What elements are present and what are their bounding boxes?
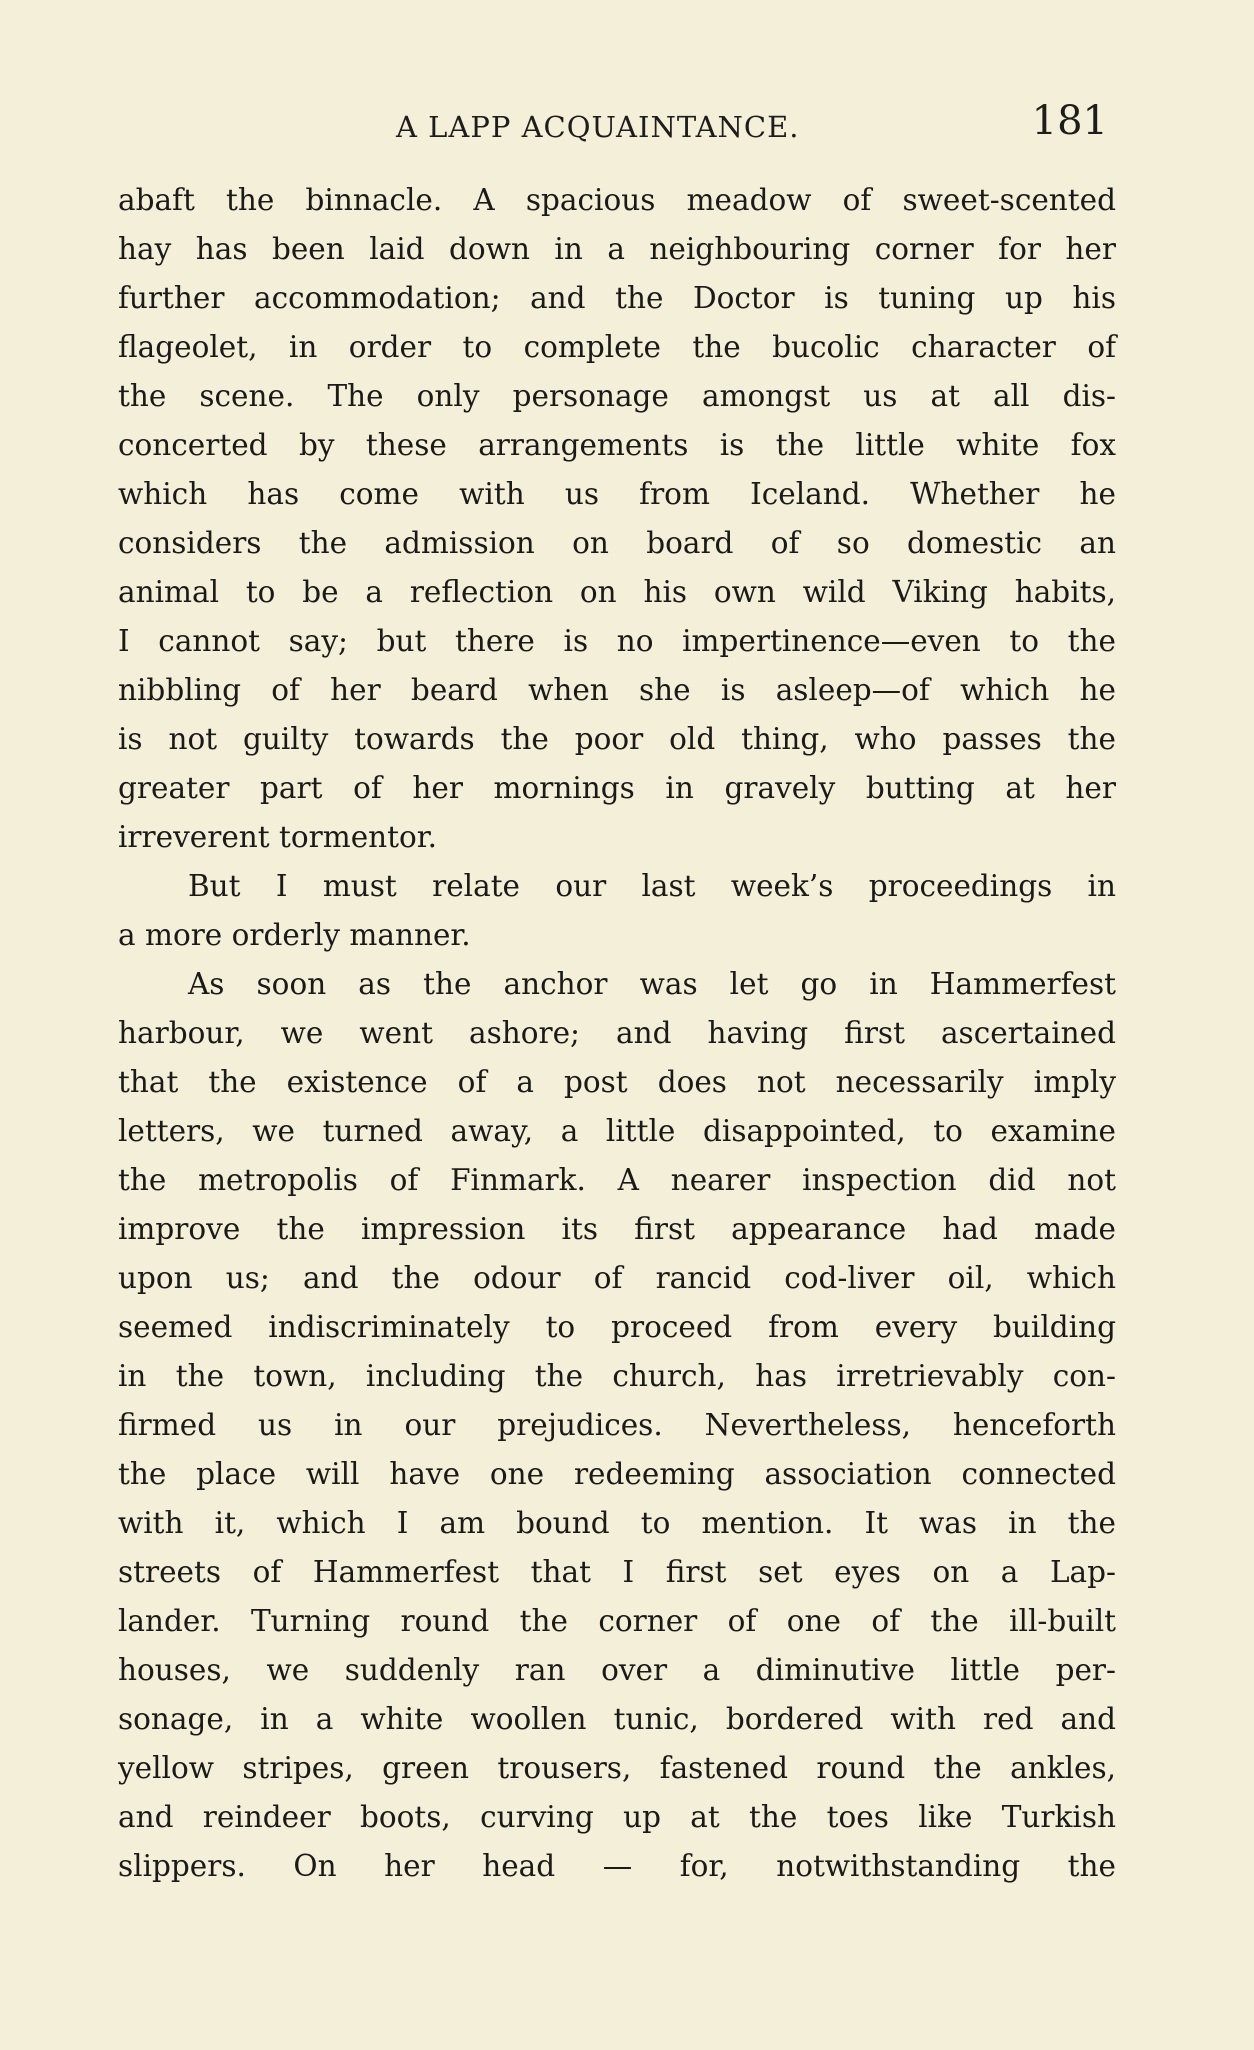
text-line: seemed indiscriminately to proceed from every building [118, 1310, 1116, 1344]
text-line: is not guilty towards the poor old thing, who passes the [118, 722, 1116, 756]
text-line: that the existence of a post does not necessarily imply [118, 1065, 1116, 1099]
text-line: improve the impression its first appearance had made [118, 1212, 1116, 1246]
running-title: A LAPP ACQUAINTANCE. [396, 110, 800, 144]
text-line: a more orderly manner. [118, 918, 471, 952]
text-line: and reindeer boots, curving up at the toes like Turkish [118, 1800, 1116, 1834]
text-line: slippers. On her head — for, notwithstanding the [118, 1849, 1116, 1883]
text-line: harbour, we went ashore; and having first ascertained [118, 1016, 1116, 1050]
text-line: the place will have one redeeming association connected [118, 1457, 1116, 1491]
text-line: streets of Hammerfest that I first set eyes on a Lap- [118, 1555, 1116, 1589]
text-line: But I must relate our last week’s proceedings in [188, 869, 1116, 903]
page-number: 181 [1031, 98, 1108, 144]
text-line: the scene. The only personage amongst us at all dis- [118, 379, 1116, 413]
text-line: considers the admission on board of so domestic an [118, 526, 1116, 560]
text-line: further accommodation; and the Doctor is tuning up his [118, 281, 1116, 315]
text-line: animal to be a reflection on his own wild Viking habits, [118, 575, 1116, 609]
text-line: flageolet, in order to complete the bucolic character of [118, 330, 1116, 364]
text-line: houses, we suddenly ran over a diminutive little per- [118, 1653, 1116, 1687]
text-line: firmed us in our prejudices. Nevertheless, henceforth [118, 1408, 1116, 1442]
text-line: nibbling of her beard when she is asleep—of which he [118, 673, 1116, 707]
text-line: greater part of her mornings in gravely butting at her [118, 771, 1116, 805]
text-line: which has come with us from Iceland. Whether he [118, 477, 1116, 511]
text-line: hay has been laid down in a neighbouring corner for her [118, 232, 1116, 266]
text-line: the metropolis of Finmark. A nearer inspection did not [118, 1163, 1116, 1197]
text-line: abaft the binnacle. A spacious meadow of sweet-scented [118, 183, 1116, 217]
text-line: irreverent tormentor. [118, 820, 438, 854]
text-line: lander. Turning round the corner of one of the ill-built [118, 1604, 1116, 1638]
text-line: with it, which I am bound to mention. It was in the [118, 1506, 1116, 1540]
text-line: I cannot say; but there is no impertinence—even to the [118, 624, 1116, 658]
page-header [118, 98, 1116, 148]
text-line: letters, we turned away, a little disappointed, to examine [118, 1114, 1116, 1148]
body-text [118, 176, 1116, 1891]
text-line: in the town, including the church, has irretrievably con- [118, 1359, 1116, 1393]
text-line: upon us; and the odour of rancid cod-liver oil, which [118, 1261, 1116, 1295]
text-line: yellow stripes, green trousers, fastened round the ankles, [118, 1751, 1116, 1785]
text-line: sonage, in a white woollen tunic, bordered with red and [118, 1702, 1116, 1736]
text-line: As soon as the anchor was let go in Hammerfest [188, 967, 1116, 1001]
text-line: concerted by these arrangements is the little white fox [118, 428, 1116, 462]
